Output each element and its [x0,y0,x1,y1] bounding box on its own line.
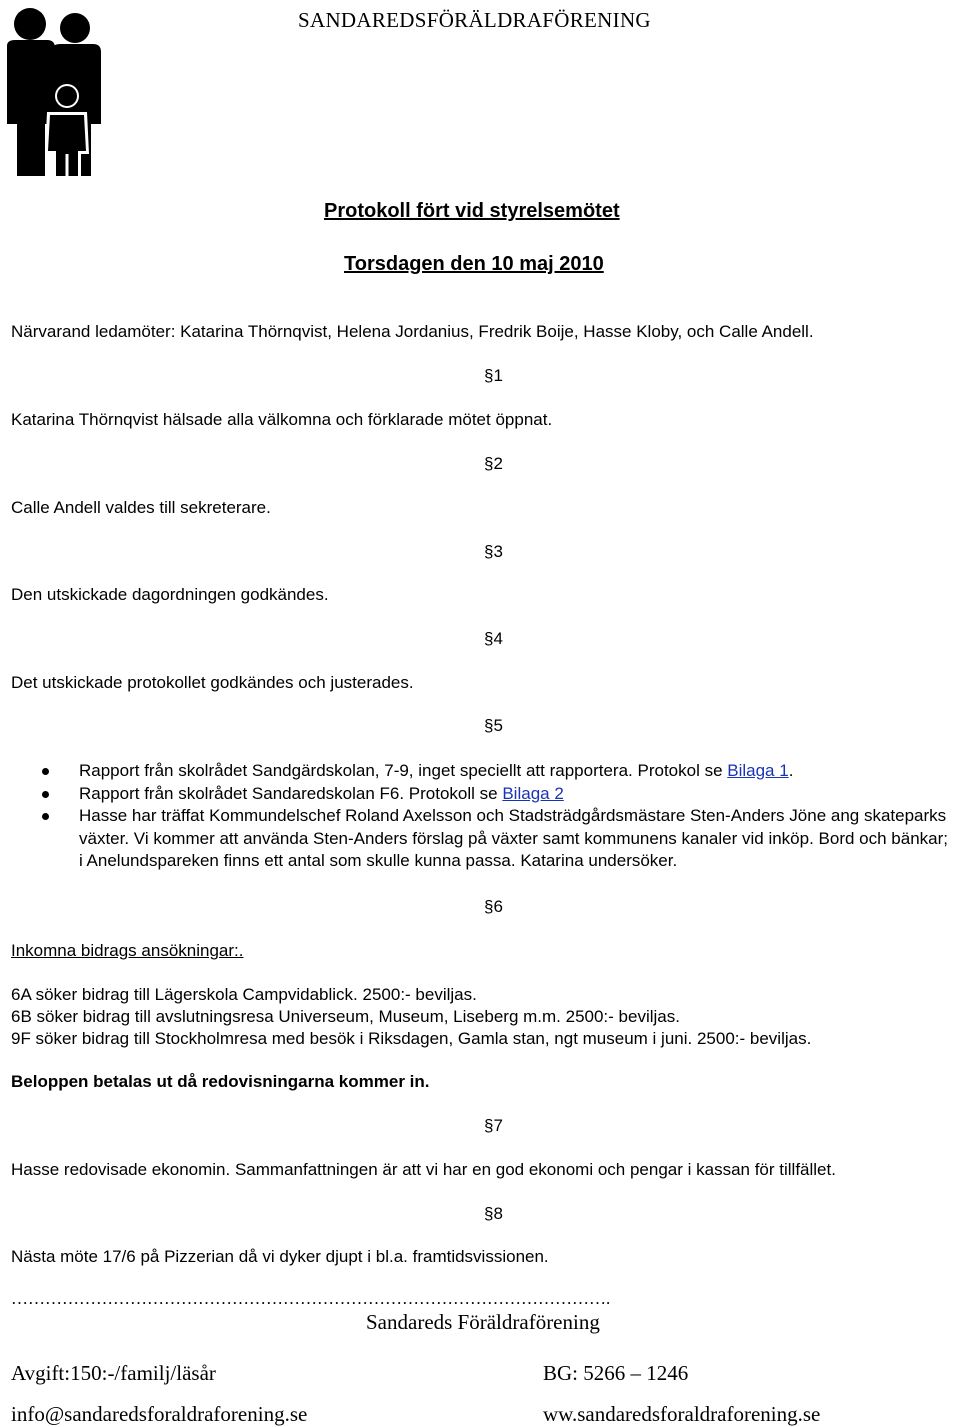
section-5-bullets [40,760,955,873]
section-1-text: Katarina Thörnqvist hälsade alla välkomna och förklarade mötet öppnat. [11,410,553,429]
list-item: Rapport från skolrådet Sandaredskolan F6. Protokoll se Bilaga 2 [40,783,955,806]
bullet-icon [42,813,49,820]
grant-line: 6A söker bidrag till Lägerskola Campvidablick. 2500:- beviljas. [11,985,477,1004]
section-8-marker: §8 [484,1204,503,1223]
section-3-text: Den utskickade dagordningen godkändes. [11,585,329,604]
grant-line: 6B söker bidrag till avslutningsresa Universeum, Museum, Liseberg m.m. 2500:- beviljas. [11,1007,680,1026]
section-8-text: Nästa möte 17/6 på Pizzerian då vi dyker djupt i bl.a. framtidsvissionen. [11,1247,549,1266]
section-4-marker: §4 [484,629,503,648]
section-7-text: Hasse redovisade ekonomin. Sammanfattningen är att vi har en god ekonomi och pengar i kassan för tillfället. [11,1160,836,1179]
payment-note: Beloppen betalas ut då redovisningarna kommer in. [11,1072,430,1091]
section-2-marker: §2 [484,454,503,473]
membership-fee: Avgift:150:-/familj/läsår [11,1361,216,1385]
section-2-text: Calle Andell valdes till sekreterare. [11,498,271,517]
grant-line: 9F söker bidrag till Stockholmresa med besök i Riksdagen, Gamla stan, ngt museum i juni. 2500:- beviljas. [11,1029,812,1048]
contact-email[interactable]: info@sandaredsforaldraforening.se [11,1402,308,1426]
section-5-marker: §5 [484,716,503,735]
section-6-heading: Inkomna bidrags ansökningar:. [11,941,244,960]
section-7-marker: §7 [484,1116,503,1135]
page-title: Protokoll fört vid styrelsemötet [324,200,620,222]
section-3-marker: §3 [484,542,503,561]
attendees: Närvarand ledamöter: Katarina Thörnqvist, Helena Jordanius, Fredrik Boije, Hasse Kloby, och Calle Andell. [11,322,814,341]
footer-org-name: Sandareds Föräldraförening [366,1310,600,1334]
section-4-text: Det utskickade protokollet godkändes och justerades. [11,673,414,692]
bilaga-1-link[interactable]: Bilaga 1 [727,761,789,780]
meeting-date: Torsdagen den 10 maj 2010 [344,253,604,275]
section-6-marker: §6 [484,897,503,916]
bilaga-2-link[interactable]: Bilaga 2 [502,783,564,803]
footer-divider: ……………………………………………………………………………………………. [11,1289,611,1308]
bullet-icon [42,768,49,775]
list-item: Hasse har träffat Kommundelschef Roland Axelsson och Stadsträdgårdsmästare Sten-Anders Jöne ang skateparks växter. Vi kommer att använda Sten-Anders förslag på växter samt kommunens kanaler vid inköp. Bord och bänkar; i Anelundspareken finns ett antal som skulle kunna passa. Katarina undersöker. [40,805,955,873]
org-title: SANDAREDSFÖRÄLDRAFÖRENING [298,8,651,32]
website-url[interactable]: ww.sandaredsforaldraforening.se [543,1402,821,1426]
bankgiro-number: BG: 5266 – 1246 [543,1361,689,1385]
list-item: Rapport från skolrådet Sandgärdskolan, 7-9, inget speciellt att rapportera. Protokol se Bilaga 1. [40,760,955,783]
section-1-marker: §1 [484,366,503,385]
bullet-icon [42,791,49,798]
family-silhouette-icon [5,4,105,176]
